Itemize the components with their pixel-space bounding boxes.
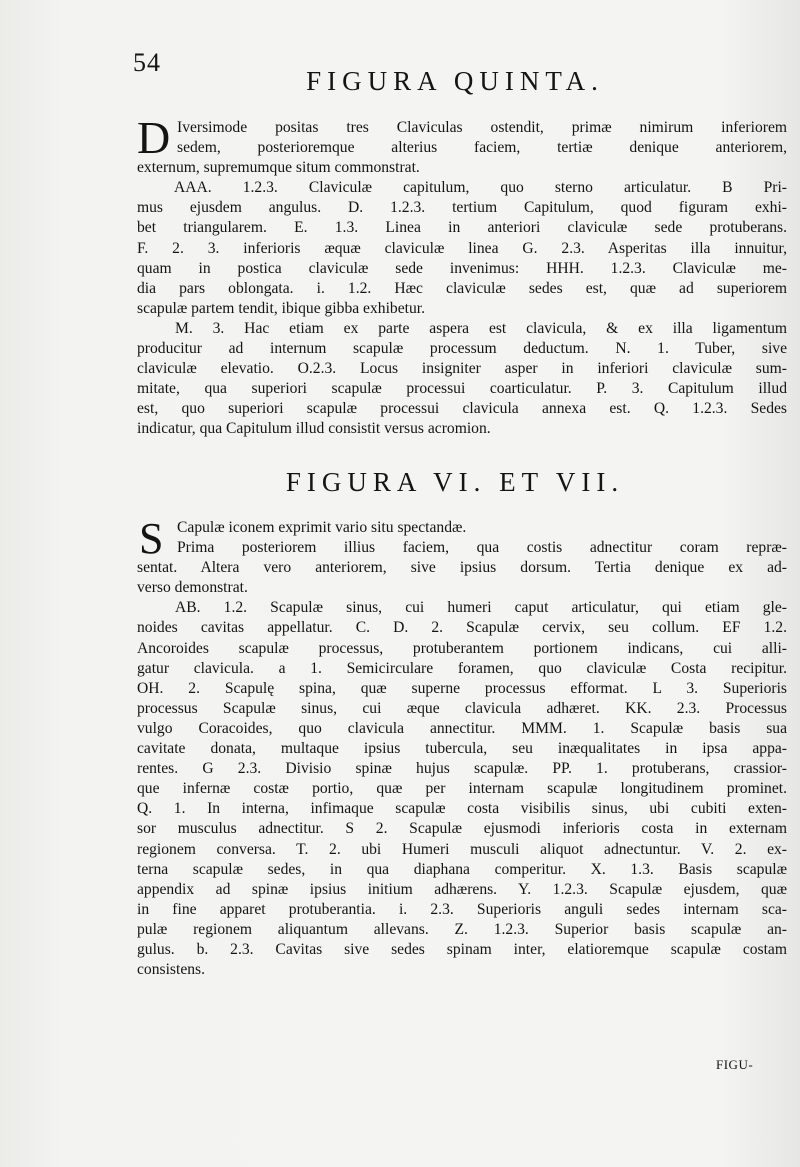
text-line: gatur clavicula. a 1. Semicirculare foramen, quo claviculæ Costa recipitur. <box>137 659 787 677</box>
drop-cap: S <box>139 514 164 563</box>
text-line: sedem, posterioremque alterius faciem, tertiæ denique anteriorem, <box>177 139 787 157</box>
text-line: verso demonstrat. <box>137 579 248 597</box>
text-line: appendix ad spinæ ipsius initium adhærens. Y. 1.2.3. Scapulæ ejusdem, quæ <box>137 880 787 898</box>
text-line: AB. 1.2. Scapulæ sinus, cui humeri caput articulatur, qui etiam gle- <box>175 599 787 617</box>
text-line: F. 2. 3. inferioris æquæ claviculæ linea G. 2.3. Asperitas illa innuitur, <box>137 239 787 257</box>
text-line: est, quo superiori scapulæ processui clavicula annexa est. Q. 1.2.3. Sedes <box>137 400 787 418</box>
text-line: Ancoroides scapulæ processus, protuberantem portionem indicans, cui alli- <box>137 639 787 657</box>
text-line: producitur ad internum scapulæ processum deductum. N. 1. Tuber, sive <box>137 340 787 358</box>
text-line: gulus. b. 2.3. Cavitas sive sedes spinam inter, elatioremque scapulæ costam <box>137 940 787 958</box>
text-line: consistens. <box>137 961 206 979</box>
page-number: 54 <box>133 48 161 77</box>
text-line: Q. 1. In interna, infimaque scapulæ costa visibilis sinus, ubi cubiti exten- <box>137 800 787 818</box>
text-line: vulgo Coracoides, quo clavicula annectitur. MMM. 1. Scapulæ basis sua <box>137 719 787 737</box>
text-line: noides cavitas appellatur. C. D. 2. Scapulæ cervix, seu collum. EF 1.2. <box>137 619 787 637</box>
text-line: regionem conversa. T. 2. ubi Humeri musculi aliquot adnectuntur. V. 2. ex- <box>137 840 787 858</box>
heading-figura-quinta: FIGURA QUINTA. <box>306 66 604 96</box>
text-line: AAA. 1.2.3. Claviculæ capitulum, quo sterno articulatur. B Pri- <box>174 179 787 197</box>
text-line: externum, supremumque situm commonstrat. <box>137 159 420 177</box>
text-line: Prima posteriorem illius faciem, qua costis adnectitur coram repræ- <box>177 539 787 557</box>
text-line: in fine apparet protuberantia. i. 2.3. Superioris anguli sedes internam sca- <box>137 900 787 918</box>
heading-figura-vi-et-vii: FIGURA VI. ET VII. <box>285 467 625 497</box>
catchword: FIGU- <box>716 1057 754 1072</box>
text-line: Capulæ iconem exprimit vario situ spectandæ. <box>177 519 467 536</box>
text-line: cavitate donata, multaque ipsius tubercula, seu inæqualitates in ipsa appa- <box>137 740 787 758</box>
section-figura-quinta <box>137 112 787 440</box>
text-line: pulæ regionem aliquantum allevans. Z. 1.2.3. Superior basis scapulæ an- <box>137 920 787 938</box>
text-line: dia pars oblongata. i. 1.2. Hæc claviculæ sedes est, quæ ad superiorem <box>137 279 787 297</box>
text-line: que infernæ costæ portio, quæ per internam scapulæ longitudinem prominet. <box>137 780 787 798</box>
text-line: mitate, qua superiori scapulæ processui coarticulatur. P. 3. Capitulum illud <box>137 380 787 398</box>
text-line: M. 3. Hac etiam ex parte aspera est clavicula, & ex illa ligamentum <box>175 319 787 337</box>
text-line: OH. 2. Scapulę spina, quæ superne processus efformat. L 3. Superioris <box>137 679 787 697</box>
text-line: bet triangularem. E. 1.3. Linea in anteriori claviculæ sede protuberans. <box>137 219 787 237</box>
text-line: processus Scapulæ sinus, cui æque clavicula adhæret. KK. 2.3. Processus <box>137 699 787 717</box>
text-line: claviculæ elevatio. O.2.3. Locus insigniter asper in inferiori claviculæ sum- <box>137 360 787 378</box>
text-line: terna scapulæ sedes, in qua diaphana comperitur. X. 1.3. Basis scapulæ <box>137 860 787 878</box>
text-line: Iversimode positas tres Claviculas ostendit, primæ nimirum inferiorem <box>177 119 787 136</box>
drop-cap: D <box>137 112 171 163</box>
text-line: sentat. Altera vero anteriorem, sive ipsius dorsum. Tertia denique ex ad- <box>137 559 787 577</box>
text-line: mus ejusdem angulus. D. 1.2.3. tertium Capitulum, quod figuram exhi- <box>137 199 787 217</box>
text-line: indicatur, qua Capitulum illud consistit versus acromion. <box>137 420 491 438</box>
text-line: sor musculus adnectitur. S 2. Scapulæ ejusmodi inferioris costa in externam <box>137 820 787 838</box>
section-figura-vi-et-vii <box>137 514 787 980</box>
text-line: scapulæ partem tendit, ibique gibba exhibetur. <box>137 299 425 317</box>
text-line: rentes. G 2.3. Divisio spinæ hujus scapulæ. PP. 1. protuberans, crassior- <box>137 760 787 778</box>
text-line: quam in postica claviculæ sede invenimus: HHH. 1.2.3. Claviculæ me- <box>137 259 787 277</box>
